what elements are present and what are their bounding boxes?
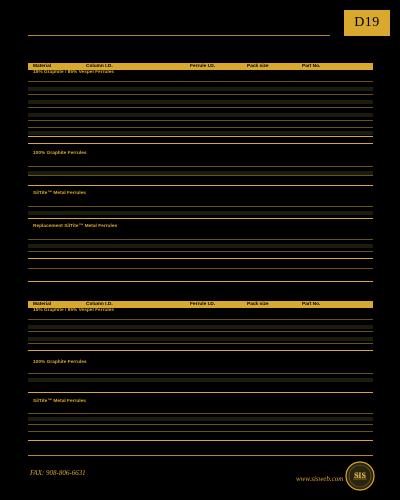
group-title-siltite: SilTite™ Metal Ferrules: [33, 191, 86, 196]
column-header-row: [28, 301, 373, 308]
table-row-band: [28, 244, 373, 248]
table-row-rule: [28, 107, 373, 108]
table-row-rule: [28, 185, 373, 186]
group-title-vespel: 15% Graphite / 85% Vespel Ferrules: [33, 308, 115, 313]
column-header-ferrule-id: Ferrule I.D.: [190, 64, 216, 69]
column-header-column-id: Column I.D.: [86, 302, 113, 307]
table-row-rule: [28, 94, 373, 95]
footer-rule: [28, 455, 373, 456]
table-row-rule: [28, 239, 373, 240]
table-row-rule: [28, 392, 373, 393]
table-row-rule: [28, 331, 373, 332]
table-row-rule: [28, 350, 373, 351]
column-header-row: [28, 63, 373, 70]
table-row-rule: [28, 319, 373, 320]
table-row-rule: [28, 166, 373, 167]
column-header-pack-size: Pack size: [247, 64, 269, 69]
table-row-rule: [28, 440, 373, 441]
column-header-part-no: Part No.: [302, 302, 321, 307]
table-row-band: [28, 325, 373, 329]
group-title-replacement-siltite: Replacement SilTite™ Metal Ferrules: [33, 224, 118, 229]
table-row-band: [28, 211, 373, 215]
table-row-rule: [28, 431, 373, 432]
table-row-rule: [28, 251, 373, 252]
group-title-graphite: 100% Graphite Ferrules: [33, 360, 87, 365]
table-row-band: [28, 378, 373, 382]
table-row-rule: [28, 127, 373, 128]
column-header-pack-size: Pack size: [247, 302, 269, 307]
logo-text: SIS: [353, 471, 367, 480]
table-row-rule: [28, 206, 373, 207]
sis-logo: [345, 461, 375, 491]
table-row-rule: [28, 268, 373, 269]
group-title-vespel: 15% Graphite / 85% Vespel Ferrules: [33, 70, 115, 75]
ferrule-table-2: [28, 301, 373, 441]
fax-number: FAX: 908-806-6631: [30, 469, 86, 477]
table-row-rule: [28, 81, 373, 82]
column-header-material: Material: [33, 64, 52, 69]
table-row-rule: [28, 218, 373, 219]
table-row-rule: [28, 281, 373, 282]
table-row-rule: [28, 413, 373, 414]
column-header-ferrule-id: Ferrule I.D.: [190, 302, 216, 307]
group-title-graphite: 100% Graphite Ferrules: [33, 151, 87, 156]
header-rule: [28, 35, 330, 36]
table-row-band: [28, 131, 373, 135]
table-row-band: [28, 113, 373, 117]
table-row-rule: [28, 424, 373, 425]
table-row-rule: [28, 136, 373, 137]
column-header-material: Material: [33, 302, 52, 307]
table-row-rule: [28, 143, 373, 144]
column-header-column-id: Column I.D.: [86, 64, 113, 69]
table-row-rule: [28, 343, 373, 344]
ferrule-table-1: [28, 63, 373, 285]
table-row-rule: [28, 175, 373, 176]
page-label: D19: [344, 10, 390, 36]
table-row-rule: [28, 258, 373, 259]
table-row-rule: [28, 373, 373, 374]
table-row-band: [28, 100, 373, 104]
column-header-part-no: Part No.: [302, 64, 321, 69]
table-row-band: [28, 337, 373, 341]
group-title-siltite: SilTite™ Metal Ferrules: [33, 399, 86, 404]
table-row-band: [28, 87, 373, 91]
table-row-rule: [28, 120, 373, 121]
table-row-band: [28, 417, 373, 421]
website-link[interactable]: www.sisweb.com: [296, 475, 344, 483]
